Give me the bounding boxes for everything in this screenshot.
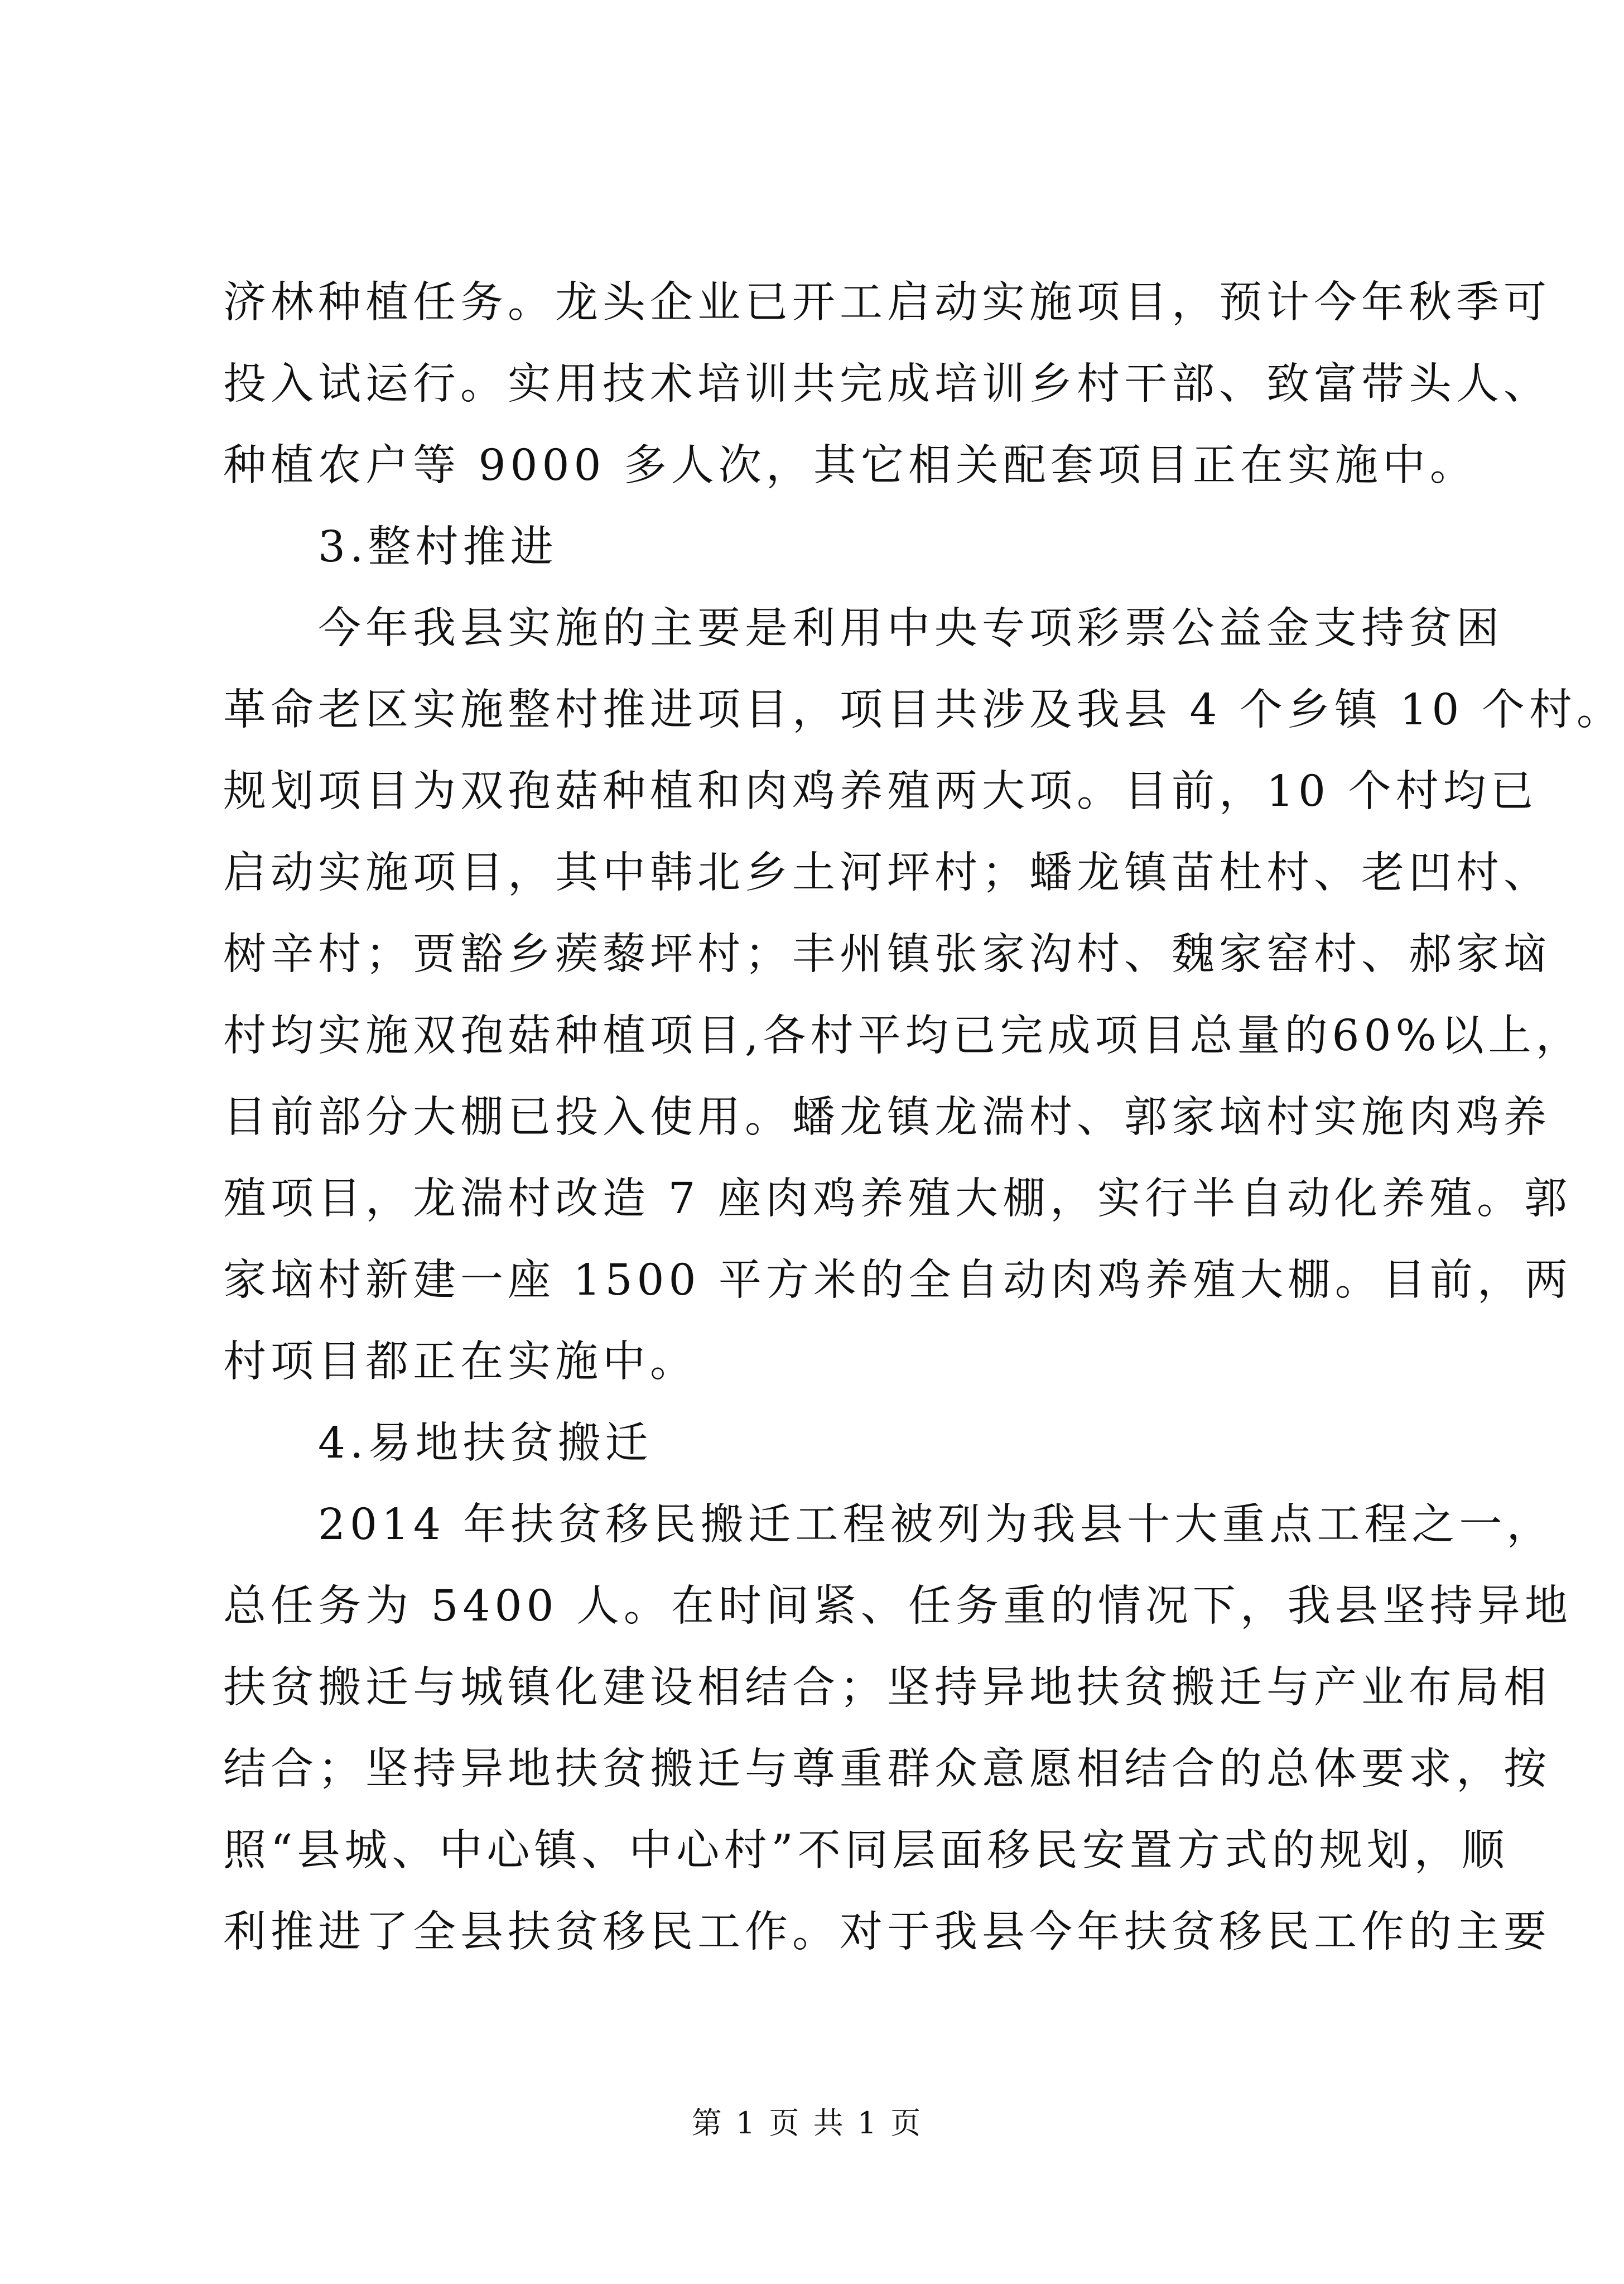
page-number-footer: 第 1 页 共 1 页 <box>691 2105 923 2141</box>
text-line: 总任务为 5400 人。在时间紧、任务重的情况下，我县坚持异地 <box>223 1581 1572 1631</box>
text-line: 投入试运行。实用技术培训共完成培训乡村干部、致富带头人、 <box>223 359 1551 409</box>
text-line: 启动实施项目，其中韩北乡土河坪村；蟠龙镇苗杜村、老凹村、 <box>223 848 1551 898</box>
text-line: 规划项目为双孢菇种植和肉鸡养殖两大项。目前，10 个村均已 <box>223 767 1538 816</box>
text-line: 结合；坚持异地扶贫搬迁与尊重群众意愿相结合的总体要求，按 <box>223 1744 1551 1794</box>
text-line: 种植农户等 9000 多人次，其它相关配套项目正在实施中。 <box>223 441 1477 491</box>
text-line: 济林种植任务。龙头企业已开工启动实施项目，预计今年秋季可 <box>223 278 1551 328</box>
text-line: 村均实施双孢菇种植项目,各村平均已完成项目总量的60%以上， <box>223 1011 1583 1061</box>
section-heading: 3.整村推进 <box>223 522 558 572</box>
text-line: 照“县城、中心镇、中心村”不同层面移民安置方式的规划，顺 <box>223 1826 1509 1876</box>
text-line: 扶贫搬迁与城镇化建设相结合；坚持异地扶贫搬迁与产业布局相 <box>223 1663 1551 1713</box>
text-line: 今年我县实施的主要是利用中央专项彩票公益金支持贫困 <box>223 604 1503 653</box>
text-line: 树辛村；贾豁乡蒺藜坪村；丰州镇张家沟村、魏家窑村、郝家垴 <box>223 930 1551 979</box>
text-line: 殖项目，龙湍村改造 7 座肉鸡养殖大棚，实行半自动化养殖。郭 <box>223 1174 1572 1224</box>
text-line: 革命老区实施整村推进项目，项目共涉及我县 4 个乡镇 10 个村。 <box>223 685 1624 735</box>
text-line: 利推进了全县扶贫移民工作。对于我县今年扶贫移民工作的主要 <box>223 1907 1551 1957</box>
text-line: 2014 年扶贫移民搬迁工程被列为我县十大重点工程之一， <box>223 1500 1554 1550</box>
text-line: 村项目都正在实施中。 <box>223 1337 697 1387</box>
text-line: 目前部分大棚已投入使用。蟠龙镇龙湍村、郭家垴村实施肉鸡养 <box>223 1093 1551 1142</box>
body-text <box>223 262 1624 1973</box>
text-line: 家垴村新建一座 1500 平方米的全自动肉鸡养殖大棚。目前，两 <box>223 1256 1572 1305</box>
section-heading: 4.易地扶贫搬迁 <box>223 1419 653 1468</box>
